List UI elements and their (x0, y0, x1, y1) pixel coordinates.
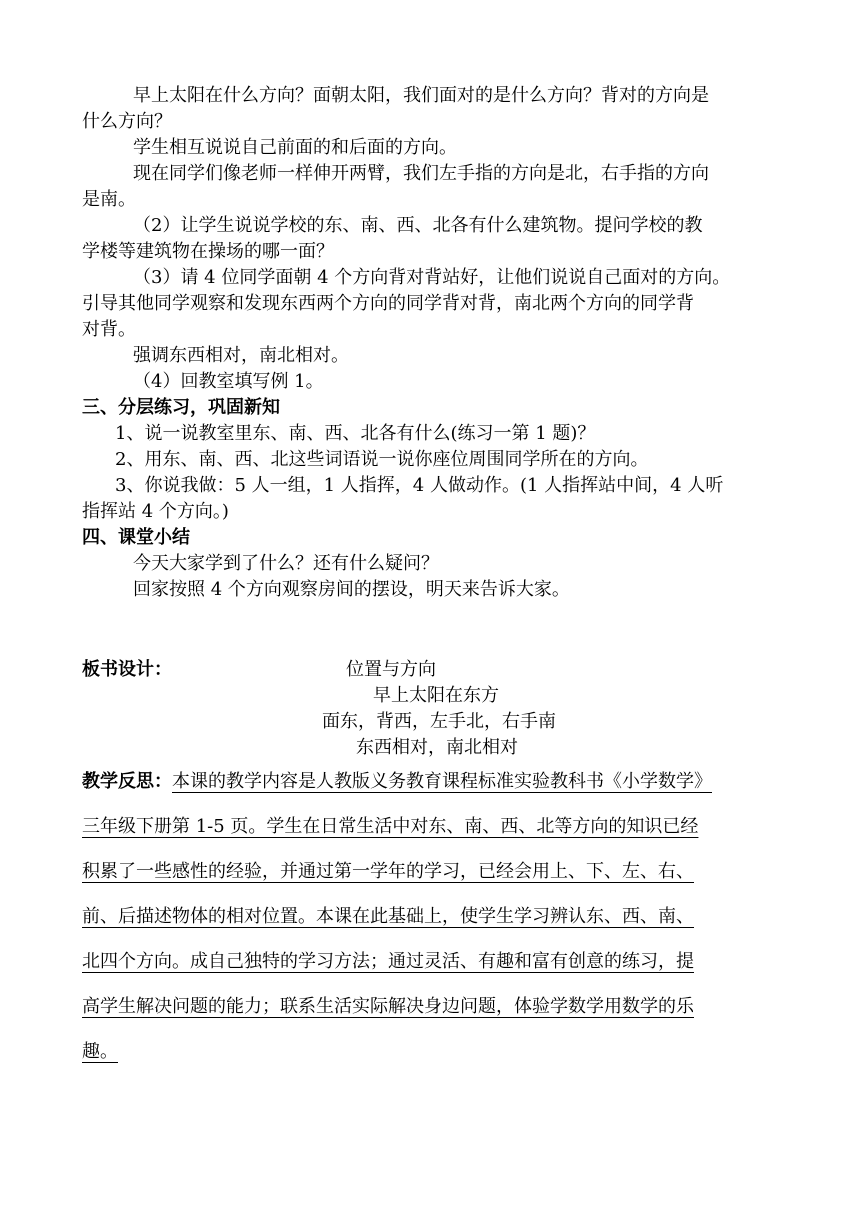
reflection-line: 高学生解决问题的能力；联系生活实际解决身边问题，体验学数学用数学的乐 (82, 996, 694, 1017)
exercise-item: 1、说一说教室里东、南、西、北各有什么(练习一第 1 题)？ (115, 423, 596, 444)
exercise-item: 3、你说我做：5 人一组，1 人指挥，4 人做动作。(1 人指挥站中间，4 人听 (115, 475, 724, 496)
paragraph-line: 引导其他同学观察和发现东西两个方向的同学背对背，南北两个方向的同学背 (82, 293, 694, 314)
board-design-label: 板书设计： (82, 659, 172, 680)
summary-line: 回家按照 4 个方向观察房间的摆设，明天来告诉大家。 (133, 579, 570, 600)
board-line: 面东，背西，左手北，右手南 (322, 711, 556, 732)
paragraph-line: 是南。 (82, 189, 136, 210)
reflection-line: 北四个方向。成自己独特的学习方法；通过灵活、有趣和富有创意的练习，提 (82, 951, 694, 972)
reflection-line: 三年级下册第 1-5 页。学生在日常生活中对东、南、西、北等方向的知识已经 (82, 816, 699, 837)
exercise-item: 指挥站 4 个方向。) (82, 501, 229, 522)
paragraph-line: （4）回教室填写例 1。 (133, 371, 324, 392)
paragraph-line: 现在同学们像老师一样伸开两臂，我们左手指的方向是北，右手指的方向 (133, 163, 709, 184)
reflection-line: 前、后描述物体的相对位置。本课在此基础上，使学生学习辨认东、西、南、 (82, 906, 694, 927)
summary-line: 今天大家学到了什么？还有什么疑问？ (133, 553, 439, 574)
section-heading: 三、分层练习，巩固新知 (82, 397, 280, 418)
paragraph-line: 什么方向？ (82, 111, 172, 132)
paragraph-line: 学生相互说说自己前面的和后面的方向。 (133, 137, 457, 158)
paragraph-line: 对背。 (82, 319, 136, 340)
reflection-line: 趣。 (82, 1041, 118, 1062)
reflection-line: 积累了一些感性的经验，并通过第一学年的学习，已经会用上、下、左、右、 (82, 861, 694, 882)
board-title: 位置与方向 (346, 659, 436, 680)
exercise-item: 2、用东、南、西、北这些词语说一说你座位周围同学所在的方向。 (115, 449, 649, 470)
paragraph-line: （2）让学生说说学校的东、南、西、北各有什么建筑物。提问学校的教 (133, 215, 703, 236)
board-line: 早上太阳在东方 (373, 685, 499, 706)
section-heading: 四、课堂小结 (82, 527, 190, 548)
paragraph-line: 早上太阳在什么方向？面朝太阳，我们面对的是什么方向？背对的方向是 (133, 85, 709, 106)
paragraph-line: 强调东西相对，南北相对。 (133, 345, 349, 366)
paragraph-line: 学楼等建筑物在操场的哪一面？ (82, 241, 334, 262)
reflection-label: 教学反思： (82, 771, 172, 792)
paragraph-line: （3）请 4 位同学面朝 4 个方向背对背站好，让他们说说自己面对的方向。 (133, 267, 731, 288)
reflection-text: 本课的教学内容是人教版义务教育课程标准实验教科书《小学数学》 (172, 771, 712, 792)
reflection-line (82, 770, 782, 794)
board-line: 东西相对，南北相对 (356, 737, 518, 758)
